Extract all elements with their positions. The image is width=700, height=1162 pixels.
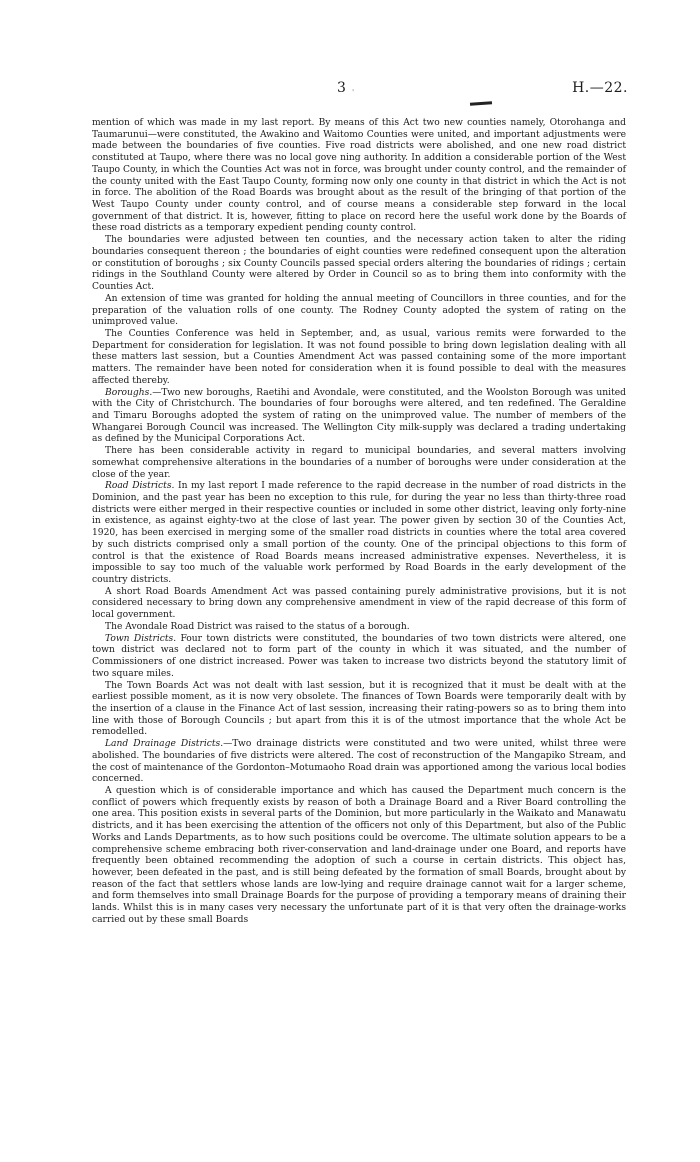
paragraph: An extension of time was granted for holding the annual meeting of Councillors in three counties, and for the preparation of the valuation rolls of one county. The Rodney County adopted the system of rating on the unimproved value. bbox=[92, 293, 626, 328]
section-heading-land-drainage: Land Drainage Districts. bbox=[105, 739, 224, 750]
paragraph: A short Road Boards Amendment Act was passed containing purely administrative provisions, but it is not considered necessary to bring down any comprehensive amendment in view of the rapid decrease of this form of local government. bbox=[92, 586, 626, 621]
section-heading-town-districts: Town Districts. bbox=[105, 633, 177, 644]
paragraph: The boundaries were adjusted between ten counties, and the necessary action taken to alter the riding boundaries consequent thereon ; the boundaries of eight counties were redefined consequent upon the alteration or constitution of boroughs ; six County Councils passed special orders altering the boundaries of ridings ; certain ridings in the Southland County were altered by Order in Council so as to bring them into conformity with the Counties Act. bbox=[92, 235, 626, 293]
paragraph: The Avondale Road District was raised to the status of a borough. bbox=[105, 621, 410, 632]
paragraph: There has been considerable activity in regard to municipal boundaries, and several matters involving somewhat comprehensive alterations in the boundaries of a number of boroughs were under consideration at the close of the year. bbox=[92, 446, 626, 480]
document-reference: H.—22. bbox=[572, 80, 628, 96]
page-top-mark: ' bbox=[352, 88, 355, 97]
header-dash-mark bbox=[470, 101, 492, 106]
page-header bbox=[0, 80, 700, 102]
section-heading-boroughs: Boroughs. bbox=[105, 387, 153, 398]
paragraph: Land Drainage Districts.—Two drainage districts were constituted and two were united, whilst three were abolished. The boundaries of five districts were altered. The cost of reconstruction of the Mangapiko Stream, and the cost of maintenance of the Gordonton–Motumaoho Road drain was apportioned among the various local bodies concerned. bbox=[92, 739, 626, 785]
paragraph: The Town Boards Act was not dealt with last session, but it is recognized that it must be dealt with at the earliest possible moment, as it is now very obsolete. The finances of Town Boards were temporarily dealt with by the insertion of a clause in the Finance Act of last session, increasing their rating-powers so as to bring them into line with those of Borough Councils ; but apart from this it is of the utmost importance that the whole Act be remodelled. bbox=[92, 680, 626, 738]
paragraph: Town Districts. Four town districts were constituted, the boundaries of two town districts were altered, one town district was declared not to form part of the county in which it was situated, and the number of Commissioners of one district increased. Power was taken to increase two districts beyond the statutory limit of two square miles. bbox=[92, 633, 626, 679]
paragraph: A question which is of considerable importance and which has caused the Department much concern is the conflict of powers which frequently exists by reason of both a Drainage Board and a River Board controlling the one area. This position exists in several parts of the Dominion, but more particularly in the Waikato and Manawatu districts, and it has been exercising the attention of the officers not only of this Department, but also of the Public Works and Lands Departments, as to how such positions could be overcome. The ultimate solution appears to be a comprehensive scheme embracing both river-conservation and land-drainage under one Board, and reports have frequently been obtained recommending the adoption of such a course in certain districts. This object has, however, been defeated in the past, and is still being defeated by the formation of small Boards, brought about by reason of the fact that settlers whose lands are low-lying and require drainage cannot wait for a larger scheme, and form themselves into small Drainage Boards for the purpose of providing a temporary means of draining their lands. Whilst this is in many cases very necessary the unfortunate part of it is that very often the drainage-works carried out by these small Boards bbox=[92, 785, 626, 925]
paragraph: mention of which was made in my last report. By means of this Act two new counties namely, Otorohanga and Taumarunui—were constituted, the Awakino and Waitomo Counties were united, and important adjustments were made between the boundaries of five counties. Five road districts were abolished, and one new road district constituted at Taupo, where there was no local gove ning authority. In addition a considerable portion of the West Taupo County, in which the Counties Act was not in force, was brought under county control, and the remainder of the county united with the East Taupo County, forming now only one county in that district in which the Act is not in force. The abolition of the Road Boards was brought about as the result of the bringing of that portion of the West Taupo County under county control, and of course means a considerable step forward in the local government of that district. It is, however, fitting to place on record here the useful work done by the Boards of these road districts as a temporary expedient pending county control. bbox=[92, 118, 626, 234]
paragraph: The Counties Conference was held in September, and, as usual, various remits were forwarded to the Department for consideration for legislation. It was not found possible to bring down legislation dealing with all these matters last session, but a Counties Amendment Act was passed containing some of the more important matters. The remainder have been noted for consideration when it is found possible to deal with the measures affected thereby. bbox=[92, 328, 626, 386]
section-heading-road-districts: Road Districts. bbox=[105, 481, 175, 492]
document-body bbox=[92, 118, 626, 927]
paragraph: Road Districts. In my last report I made reference to the rapid decrease in the number of road districts in the Dominion, and the past year has been no exception to this rule, for during the year no less than thirty-three road districts were either merged in their respective counties or included in some other district, leaving only forty-nine in existence, as against eighty-two at the close of last year. The power given by section 30 of the Counties Act, 1920, has been exercised in merging some of the smaller road districts in counties where the total area covered by such districts comprised only a small portion of the county. One of the principal objections to this form of control is that the existence of Road Boards means increased administrative expenses. Nevertheless, it is impossible to say too much of the valuable work performed by Road Boards in the early development of the country districts. bbox=[92, 481, 626, 586]
paragraph: Boroughs.—Two new boroughs, Raetihi and Avondale, were constituted, and the Woolston Borough was united with the City of Christchurch. The boundaries of four boroughs were altered, and ten redefined. The Geraldine and Timaru Boroughs adopted the system of rating on the unimproved value. The number of members of the Whangarei Borough Council was increased. The Wellington City milk-supply was declared a trading undertaking as defined by the Municipal Corporations Act. bbox=[92, 387, 626, 445]
page-number: 3 bbox=[337, 80, 346, 96]
